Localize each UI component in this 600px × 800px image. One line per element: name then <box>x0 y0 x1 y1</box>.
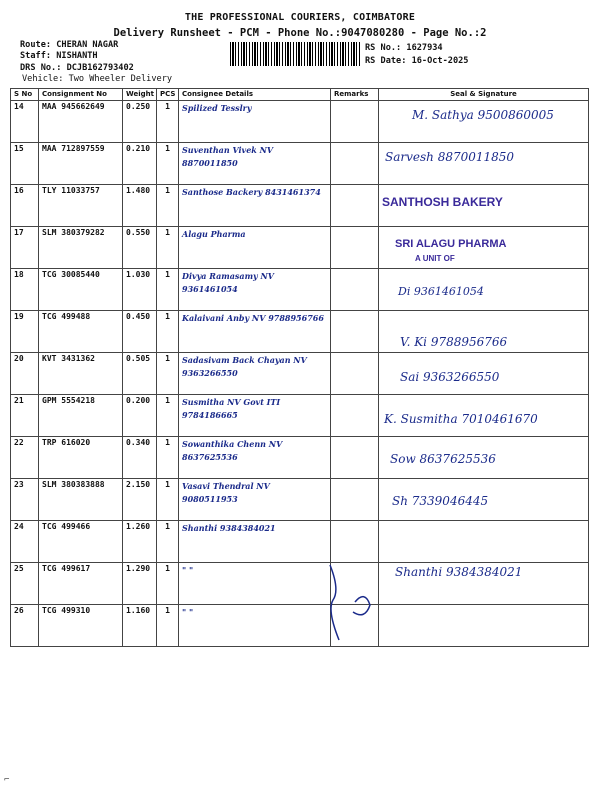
col-sno: S No <box>11 89 39 101</box>
cell-sno: 22 <box>11 437 39 479</box>
cell-consignment-no: GPM 5554218 <box>39 395 123 437</box>
cell-sno: 20 <box>11 353 39 395</box>
cell-pcs: 1 <box>157 353 179 395</box>
signature-25: Shanthi 9384384021 <box>395 565 523 579</box>
cell-consignment-no: MAA 712897559 <box>39 143 123 185</box>
col-consignment: Consignment No <box>39 89 123 101</box>
cell-consignee: " " <box>179 563 331 605</box>
cell-consignment-no: TCG 499488 <box>39 311 123 353</box>
cell-remarks <box>331 521 379 563</box>
cell-signature <box>379 605 589 647</box>
cell-consignee: Sowanthika Chenn NV 8637625536 <box>179 437 331 479</box>
cell-remarks <box>331 311 379 353</box>
table-row <box>11 353 589 395</box>
margin-tick: ⌐ <box>4 775 10 785</box>
cell-pcs: 1 <box>157 269 179 311</box>
cell-sno: 16 <box>11 185 39 227</box>
cell-remarks <box>331 437 379 479</box>
cell-weight: 1.260 <box>123 521 157 563</box>
cell-weight: 1.160 <box>123 605 157 647</box>
cell-remarks <box>331 269 379 311</box>
cell-weight: 0.200 <box>123 395 157 437</box>
route-label: Route: CHERAN NAGAR <box>20 40 119 50</box>
table-row <box>11 521 589 563</box>
table-row <box>11 269 589 311</box>
cell-consignee: Sadasivam Back Chayan NV 9363266550 <box>179 353 331 395</box>
cell-consignee: Divya Ramasamy NV 9361461054 <box>179 269 331 311</box>
cell-sno: 23 <box>11 479 39 521</box>
cell-remarks <box>331 227 379 269</box>
cell-consignment-no: TCG 499310 <box>39 605 123 647</box>
runsheet-title: Delivery Runsheet - PCM - Phone No.:9047080280 - Page No.:2 <box>113 27 487 39</box>
cell-consignee: Vasavi Thendral NV 9080511953 <box>179 479 331 521</box>
stamp-alagu-sub: A UNIT OF <box>415 254 455 263</box>
signature-19: V. Ki 9788956766 <box>400 335 508 349</box>
cell-remarks <box>331 479 379 521</box>
cell-sno: 18 <box>11 269 39 311</box>
vehicle-label: Vehicle: Two Wheeler Delivery <box>22 74 173 84</box>
cell-sno: 14 <box>11 101 39 143</box>
table-header-row <box>11 89 589 101</box>
col-weight: Weight <box>123 89 157 101</box>
table-row <box>11 437 589 479</box>
signature-22: Sow 8637625536 <box>390 452 496 466</box>
cell-pcs: 1 <box>157 101 179 143</box>
cell-consignment-no: SLM 380383888 <box>39 479 123 521</box>
barcode <box>230 42 360 66</box>
cell-pcs: 1 <box>157 227 179 269</box>
cell-consignee: Susmitha NV Govt ITI 9784186665 <box>179 395 331 437</box>
cell-sno: 24 <box>11 521 39 563</box>
table-row <box>11 605 589 647</box>
signature-21: K. Susmitha 7010461670 <box>384 412 538 426</box>
cell-consignment-no: TLY 11033757 <box>39 185 123 227</box>
cell-pcs: 1 <box>157 479 179 521</box>
cell-consignment-no: SLM 380379282 <box>39 227 123 269</box>
signature-18: Di 9361461054 <box>398 285 484 298</box>
signature-20: Sai 9363266550 <box>400 370 500 384</box>
company-name: THE PROFESSIONAL COURIERS, COIMBATORE <box>184 12 416 23</box>
cell-consignment-no: KVT 3431362 <box>39 353 123 395</box>
cell-weight: 1.480 <box>123 185 157 227</box>
cell-pcs: 1 <box>157 563 179 605</box>
cell-weight: 1.290 <box>123 563 157 605</box>
cell-remarks <box>331 185 379 227</box>
cell-consignment-no: TCG 499466 <box>39 521 123 563</box>
cell-weight: 1.030 <box>123 269 157 311</box>
cell-sno: 17 <box>11 227 39 269</box>
cell-pcs: 1 <box>157 395 179 437</box>
cell-signature <box>379 521 589 563</box>
cell-sno: 15 <box>11 143 39 185</box>
bracket-mark <box>325 560 375 645</box>
rs-number: RS No.: 1627934 <box>365 43 443 53</box>
cell-consignee: Suventhan Vivek NV 8870011850 <box>179 143 331 185</box>
cell-sno: 21 <box>11 395 39 437</box>
cell-remarks <box>331 353 379 395</box>
cell-weight: 0.550 <box>123 227 157 269</box>
cell-sno: 19 <box>11 311 39 353</box>
rs-date: RS Date: 16-Oct-2025 <box>365 56 469 66</box>
cell-weight: 0.450 <box>123 311 157 353</box>
cell-sno: 26 <box>11 605 39 647</box>
cell-consignment-no: MAA 945662649 <box>39 101 123 143</box>
col-consignee: Consignee Details <box>179 89 331 101</box>
cell-consignment-no: TCG 30085440 <box>39 269 123 311</box>
table-row <box>11 479 589 521</box>
cell-consignee: Santhose Backery 8431461374 <box>179 185 331 227</box>
cell-consignment-no: TRP 616020 <box>39 437 123 479</box>
col-signature: Seal & Signature <box>379 89 589 101</box>
cell-weight: 0.340 <box>123 437 157 479</box>
runsheet-table <box>10 88 589 647</box>
cell-pcs: 1 <box>157 521 179 563</box>
cell-weight: 2.150 <box>123 479 157 521</box>
drs-number: DRS No.: DCJB162793402 <box>20 63 134 73</box>
cell-consignee: Kalaivani Anby NV 9788956766 <box>179 311 331 353</box>
cell-consignee: Spilized Tesslry <box>179 101 331 143</box>
cell-pcs: 1 <box>157 185 179 227</box>
cell-remarks <box>331 143 379 185</box>
col-remarks: Remarks <box>331 89 379 101</box>
cell-consignee: Alagu Pharma <box>179 227 331 269</box>
cell-sno: 25 <box>11 563 39 605</box>
cell-pcs: 1 <box>157 605 179 647</box>
staff-label: Staff: NISHANTH <box>20 51 98 61</box>
cell-consignment-no: TCG 499617 <box>39 563 123 605</box>
stamp-santhosh-bakery: SANTHOSH BAKERY <box>382 195 503 209</box>
cell-weight: 0.250 <box>123 101 157 143</box>
cell-weight: 0.210 <box>123 143 157 185</box>
signature-14: M. Sathya 9500860005 <box>412 108 554 122</box>
cell-remarks <box>331 101 379 143</box>
cell-pcs: 1 <box>157 311 179 353</box>
signature-23: Sh 7339046445 <box>392 494 489 508</box>
cell-remarks <box>331 395 379 437</box>
col-pcs: PCS <box>157 89 179 101</box>
cell-pcs: 1 <box>157 143 179 185</box>
signature-15: Sarvesh 8870011850 <box>385 150 515 164</box>
cell-weight: 0.505 <box>123 353 157 395</box>
cell-consignee: Shanthi 9384384021 <box>179 521 331 563</box>
cell-consignee: " " <box>179 605 331 647</box>
stamp-alagu-pharma: SRI ALAGU PHARMA <box>395 238 507 250</box>
cell-pcs: 1 <box>157 437 179 479</box>
